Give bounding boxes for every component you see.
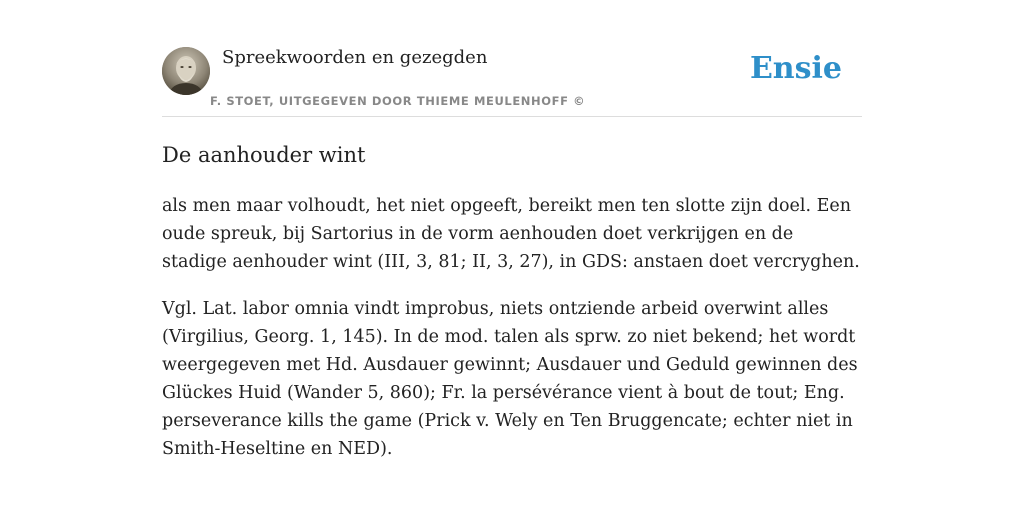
entry-body	[162, 192, 862, 482]
entry-paragraph: Vgl. Lat. labor omnia vindt improbus, niets ontziende arbeid overwint alles (Virgilius, Georg. 1, 145). In de mod. talen als sprw. zo niet bekend; het wordt weergegeven met Hd. Ausdauer gewinnt; Ausdauer und Geduld gewinnen des Glückes Huid (Wander 5, 860); Fr. la persévérance vient à bout de tout; Eng. perseverance kills the game (Prick v. Wely en Ten Bruggencate; echter niet in Smith-Heseltine en NED).	[162, 299, 858, 459]
entry-title: De aanhouder wint	[162, 143, 366, 167]
source-meta: F. STOET, UITGEGEVEN DOOR THIEME MEULENHOFF ©	[210, 94, 586, 108]
source-title[interactable]: Spreekwoorden en gezegden	[222, 47, 488, 68]
portrait-photo-icon[interactable]	[162, 47, 210, 95]
entry-paragraph: als men maar volhoudt, het niet opgeeft, bereikt men ten slotte zijn doel. Een oude spreuk, bij Sartorius in de vorm aenhouden doet verkrijgen en de stadige aenhouder wint (III, 3, 81; II, 3, 27), in GDS: anstaen doet vercryghen.	[162, 196, 860, 272]
page	[162, 0, 862, 512]
source-header	[162, 0, 862, 117]
ensie-logo[interactable]: Ensie	[749, 51, 842, 86]
